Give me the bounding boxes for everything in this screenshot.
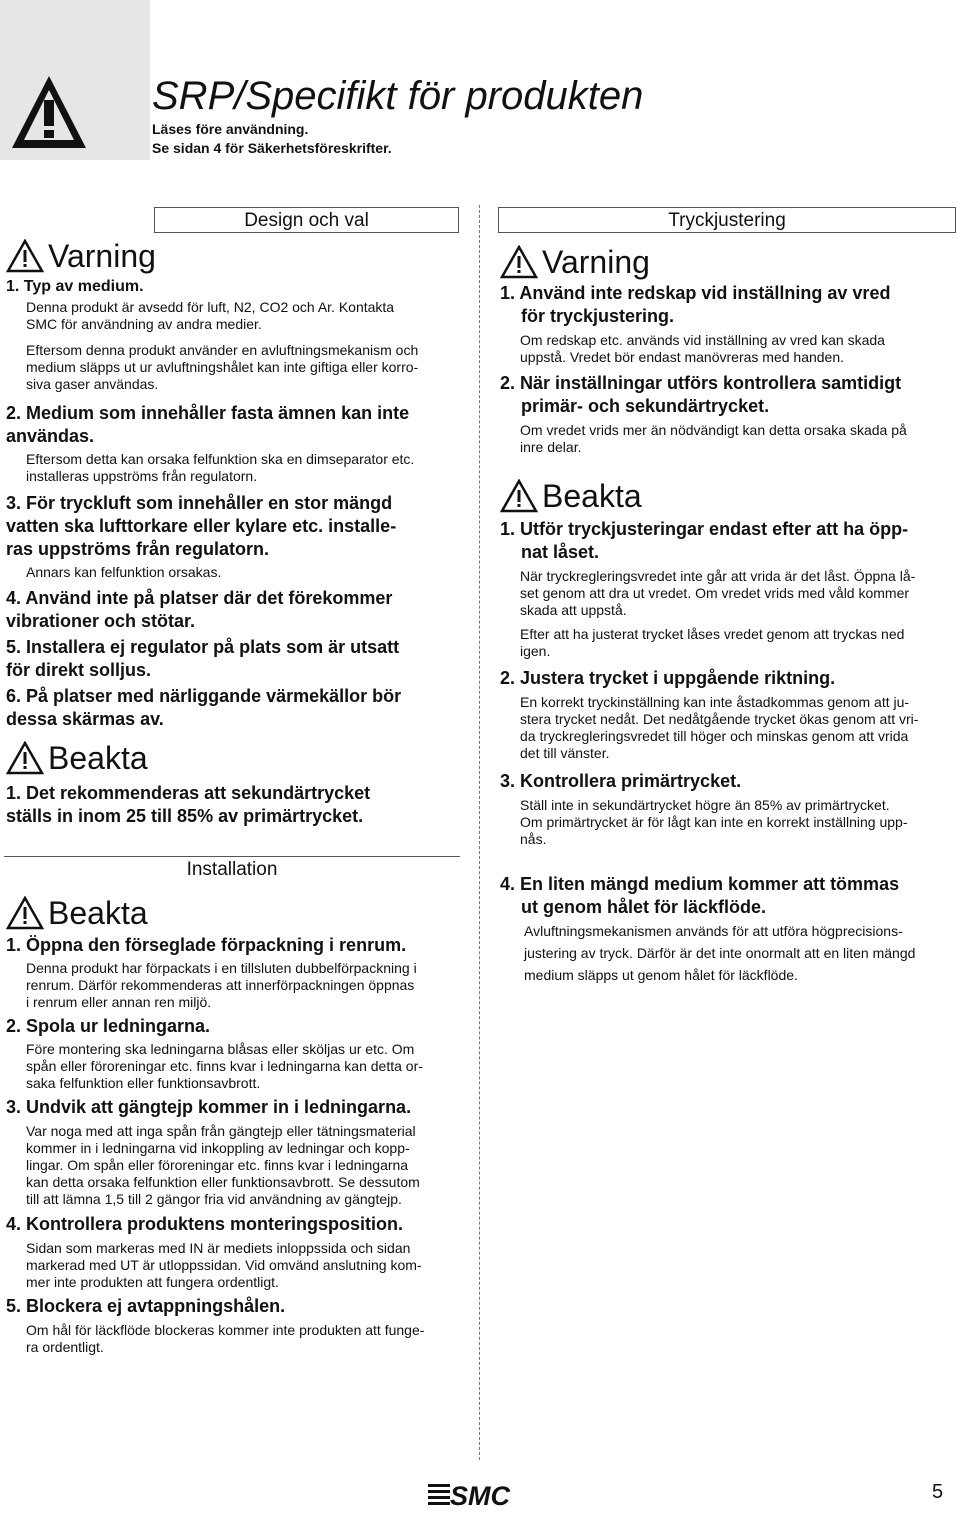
install-text: Var noga med att inga spån från gängtejp eller tätningsmaterial kommer in i ledningarna vid inkoppling av ledningar och kopp- lingar. Om spån eller föroreningar etc. finns kvar i ledningarna kan detta orsaka felfunktion eller funktionsavbrott. Se dessutom till att lämna 1,5 till 2 gängor fria vid användning av gängtejp. — [26, 1123, 420, 1207]
item-text: När tryckregleringsvredet inte går att vrida är det låst. Öppna lå- set genom att dra ut vredet. Om vredet vrids med våld kommer skada att uppstå. — [520, 568, 916, 618]
page-title: SRP/Specifikt för produkten — [152, 74, 644, 118]
install-heading: 2. Spola ur ledningarna. — [6, 1016, 211, 1036]
install-text: Sidan som markeras med IN är mediets inloppssida och sidan markerad med UT är utloppssidan. Vid omvänd anslutning kom- mer inte produkten att fungera ordentligt. — [26, 1240, 422, 1290]
item-text: Eftersom denna produkt använder en avluftningsmekanism och medium släpps ut ur avluftningshålet kan inte giftiga eller korro- siva gaser användas. — [26, 342, 419, 392]
left-column — [4, 0, 460, 1513]
item-heading: 2. Justera trycket i uppgående riktning. — [500, 668, 836, 688]
install-heading: 4. Kontrollera produktens monteringsposition. — [6, 1214, 404, 1234]
item-heading: 2. Medium som innehåller fasta ämnen kan inte användas. — [6, 403, 410, 446]
header-line-1: Läses före användning. — [152, 121, 309, 137]
item-heading: 1. Det rekommenderas att sekundärtrycket ställs in inom 25 till 85% av primärtrycket. — [6, 783, 371, 826]
item-text: Annars kan felfunktion orsakas. — [26, 564, 222, 580]
item-text: Ställ inte in sekundärtrycket högre än 85% av primärtrycket. Om primärtrycket är för lågt kan inte en korrekt inställning upp- nås. — [520, 797, 908, 847]
item-heading: 6. På platser med närliggande värmekällor bör dessa skärmas av. — [6, 686, 402, 729]
install-heading: 3. Undvik att gängtejp kommer in i ledningarna. — [6, 1097, 412, 1117]
item-text: Eftersom detta kan orsaka felfunktion ska en dimseparator etc. installeras uppströms från regulatorn. — [26, 451, 415, 484]
item-heading: 4. En liten mängd medium kommer att tömmas ut genom hålet för läckflöde. — [500, 874, 900, 917]
item-text: Om redskap etc. används vid inställning av vred kan skada uppstå. Vredet bör endast manövreras med handen. — [520, 332, 885, 365]
svg-text:SMC: SMC — [450, 1481, 510, 1508]
item-text: Avluftningsmekanismen används för att utföra högprecisions- justering av tryck. Därför är det inte onormalt att en liten mängd medium släpps ut genom hålet för läckflöde. — [524, 923, 916, 983]
item-heading: 1. Utför tryckjusteringar endast efter att ha öpp- nat låset. — [500, 519, 909, 562]
varning-heading: Varning — [500, 244, 650, 280]
warning-icon — [6, 239, 44, 273]
right-column — [498, 0, 956, 1513]
install-text: Före montering ska ledningarna blåsas eller sköljas ur etc. Om spån eller föroreningar etc. finns kvar i ledningarna kan detta or- saka felfunktion eller funktionsavbrott. — [26, 1041, 423, 1091]
varning-heading: Varning — [6, 238, 156, 274]
install-heading: 5. Blockera ej avtappningshålen. — [6, 1296, 286, 1316]
beakta-heading: Beakta — [6, 740, 148, 776]
item-heading: 4. Använd inte på platser där det förekommer vibrationer och stötar. — [6, 588, 393, 631]
item-heading: 1. Använd inte redskap vid inställning av vred för tryckjustering. — [500, 283, 891, 326]
item-heading: 3. För tryckluft som innehåller en stor mängd vatten ska lufttorkare eller kylare etc. installe- ras uppströms från regulatorn. — [6, 493, 397, 559]
warning-icon — [6, 741, 44, 775]
column-divider — [479, 205, 480, 1460]
item-heading: 1. Typ av medium. — [6, 278, 144, 295]
beakta-heading: Beakta — [6, 895, 148, 931]
item-text: En korrekt tryckinställning kan inte åstadkommas genom att ju- stera trycket nedåt. Det nedåtgående trycket ökas genom att vri- da tryckregleringsvredet till höger och minskas genom att vrida det till vänster. — [520, 694, 919, 761]
warning-icon — [500, 479, 538, 513]
install-text: Om hål för läckflöde blockeras kommer inte produkten att funge- ra ordentligt. — [26, 1322, 425, 1355]
warning-icon — [6, 896, 44, 930]
section-title-installation: Installation — [4, 856, 460, 882]
header-line-2: Se sidan 4 för Säkerhetsföreskrifter. — [152, 140, 392, 156]
smc-logo — [428, 1480, 518, 1508]
item-heading: 5. Installera ej regulator på plats som är utsatt för direkt solljus. — [6, 637, 400, 680]
beakta-heading: Beakta — [500, 478, 642, 514]
item-heading: 2. När inställningar utförs kontrollera samtidigt primär- och sekundärtrycket. — [500, 373, 902, 416]
install-heading: 1. Öppna den förseglade förpackning i renrum. — [6, 935, 407, 955]
item-heading: 3. Kontrollera primärtrycket. — [500, 771, 742, 791]
item-text: Efter att ha justerat trycket låses vredet genom att tryckas ned igen. — [520, 626, 905, 659]
section-title-design: Design och val — [154, 207, 459, 233]
page-number: 5 — [932, 1481, 944, 1503]
warning-icon — [500, 245, 538, 279]
section-title-tryckjustering: Tryckjustering — [498, 207, 956, 233]
item-text: Denna produkt är avsedd för luft, N2, CO2 och Ar. Kontakta SMC för användning av andra medier. — [26, 299, 395, 332]
install-text: Denna produkt har förpackats i en tillsluten dubbelförpackning i renrum. Därför rekommenderas att innerförpackningen öppnas i renrum eller annan ren miljö. — [26, 960, 417, 1010]
item-text: Om vredet vrids mer än nödvändigt kan detta orsaka skada på inre delar. — [520, 422, 907, 455]
